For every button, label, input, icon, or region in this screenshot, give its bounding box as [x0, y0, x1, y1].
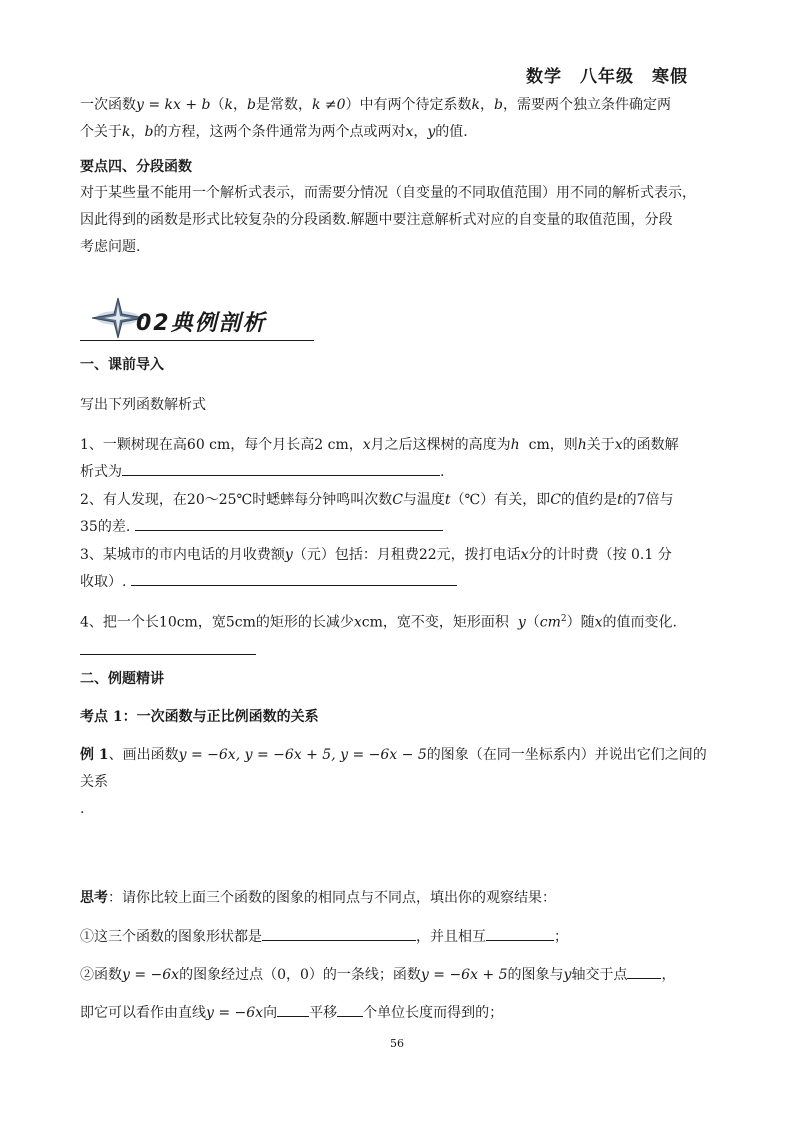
page-header: 数学 八年级 寒假 [526, 67, 688, 87]
answer-blank[interactable] [337, 1000, 363, 1017]
think-item-2 [80, 962, 716, 989]
intro-paragraph [80, 92, 716, 146]
var-h: h [577, 437, 587, 453]
text: cm，宽不变，矩形面积 [361, 614, 509, 631]
answer-blank[interactable] [627, 962, 661, 979]
text: 向 [263, 1005, 278, 1021]
example-label: 例 1 [80, 747, 109, 763]
think-item-3 [80, 1000, 716, 1027]
point4-line-1: 对于某些量不能用一个解析式表示，而需要分情况（自变量的不同取值范围）用不同的解析式表示， [80, 185, 696, 201]
section-title-point4: 要点四、分段函数 [80, 159, 192, 175]
text: ， [413, 124, 428, 140]
intro-line-2 [80, 119, 716, 146]
text: ， [233, 97, 247, 113]
text: 平移 [309, 1005, 338, 1021]
text: ：请你比较上面三个函数的图象的相同点与不同点，填出你的观察结果： [108, 890, 556, 906]
question-1-line-1 [80, 432, 716, 459]
text: 关于 [586, 437, 615, 453]
var-b: b [494, 97, 503, 113]
text: 析式为 [80, 464, 122, 480]
point4-line-3: 考虑问题. [80, 239, 141, 255]
text: 4、把一个长10cm，宽5cm的矩形的长减少 [80, 614, 354, 631]
text: 分的计时费（按 0.1 分 [528, 547, 672, 563]
text: 、画出函数 [108, 747, 179, 763]
point4-line-2: 因此得到的函数是形式比较复杂的分段函数.解题中要注意解析式对应的自变量的取值范围，分段 [80, 212, 673, 228]
var-y: y [517, 614, 526, 631]
question-2-line-1 [80, 487, 716, 514]
question-1 [80, 432, 716, 486]
formula: k ≠0 [311, 97, 346, 113]
text: 一次函数 [80, 97, 136, 113]
var-t: t [444, 492, 451, 508]
text: . [440, 464, 445, 480]
var-t: t [616, 492, 623, 508]
text: 的值. [435, 124, 468, 140]
answer-blank[interactable] [135, 514, 443, 531]
var-y: y [427, 124, 436, 140]
think-intro [80, 885, 716, 912]
text: ）中有两个待定系数 [345, 97, 472, 113]
circled-number: ② [80, 967, 94, 983]
text: 轴交于点 [571, 967, 628, 983]
text: 月之后这棵树的高度为 [370, 437, 511, 453]
var-c: C [392, 492, 403, 508]
question-3-line-2 [80, 569, 716, 596]
text: 个单位长度而得到的； [363, 1005, 504, 1021]
example-1-line-1 [80, 742, 716, 796]
var-k: k [224, 97, 233, 113]
text: 收取）. [80, 574, 127, 590]
point4-paragraph [80, 180, 716, 261]
text: 的值约是 [560, 492, 617, 508]
section-heading-2: 二、例题精讲 [80, 671, 164, 687]
text: ，并且相互 [416, 929, 486, 945]
text: 1、一颗树现在高60 cm，每个月长高2 cm， [80, 437, 363, 453]
var-h: h [510, 437, 520, 453]
var-y: y [284, 547, 293, 563]
text: 的图象经过点（0，0）的一条线；函数 [179, 967, 421, 983]
question-4-answer-line [80, 638, 716, 665]
answer-blank[interactable] [262, 924, 416, 941]
intro-line-1 [80, 92, 716, 119]
text: ； [554, 929, 568, 945]
answer-blank[interactable] [80, 638, 256, 655]
section-heading-1: 一、课前导入 [80, 357, 164, 373]
section1-prompt: 写出下列函数解析式 [80, 397, 206, 413]
page-number: 56 [390, 1037, 404, 1050]
text: 是常数， [255, 97, 312, 113]
var-x: x [362, 437, 371, 453]
var-x: x [520, 547, 529, 563]
text: 即它可以看作由直线 [80, 1005, 206, 1021]
var-x: x [614, 437, 623, 453]
banner-underline [80, 340, 314, 341]
text: 与温度 [402, 492, 445, 508]
formula: y = −6x [206, 1005, 264, 1021]
kaodian-1-title: 考点 1：一次函数与正比例函数的关系 [80, 709, 319, 725]
answer-blank[interactable] [486, 924, 554, 941]
text: ，需要两个独立条件确定两 [503, 97, 671, 113]
var-x: x [405, 124, 414, 140]
var-y: y [563, 967, 572, 983]
formula: y = −6x + 5 [420, 967, 508, 983]
var-x: x [353, 614, 362, 631]
question-2-line-2 [80, 514, 716, 541]
formula: y = kx + b [136, 97, 211, 113]
think-item-1 [80, 924, 716, 951]
text: 35的差. [80, 519, 131, 535]
text: （ [210, 97, 225, 113]
answer-blank[interactable] [122, 459, 440, 476]
text: ）随 [566, 614, 595, 631]
formula: y = −6x, y = −6x + 5, y = −6x − 5 [178, 747, 427, 763]
text: 的函数解 [622, 437, 679, 453]
text: ， [661, 967, 676, 983]
text: （元）包括：月租费22元，拨打电话 [292, 547, 521, 563]
text: cm，则 [528, 437, 578, 453]
example-1 [80, 742, 716, 823]
var-c: C [550, 492, 561, 508]
circled-number: ① [80, 929, 94, 945]
question-3 [80, 542, 716, 596]
question-3-line-1 [80, 542, 716, 569]
answer-blank[interactable] [131, 569, 457, 586]
text: 的图象（在同一坐标系内）并说出它们之间的关系 [80, 747, 707, 790]
var-x: x [594, 614, 603, 631]
question-4 [80, 606, 716, 637]
section-banner-title: 02典例剖析 [136, 311, 267, 336]
text: 的图象与 [507, 967, 564, 983]
think-label: 思考 [80, 890, 108, 906]
text: 的值而变化. [602, 614, 677, 631]
var-k: k [471, 97, 481, 113]
var-b: b [247, 97, 256, 113]
question-1-line-2 [80, 459, 716, 486]
text: 3、某城市的市内电话的月收费额 [80, 547, 285, 563]
unit-cm: cm [539, 614, 561, 631]
text: （ [525, 614, 540, 631]
example-1-line-2: . [80, 801, 85, 817]
text: 的7倍与 [622, 492, 674, 508]
unit-superscript: 2 [560, 614, 567, 624]
answer-blank[interactable] [277, 1000, 309, 1017]
var-k: k [122, 124, 131, 140]
text: 的方程，这两个条件通常为两个点或两对 [153, 124, 406, 140]
text: ， [480, 97, 495, 113]
text: ， [130, 124, 145, 140]
text: 2、有人发现，在20～25℃时蟋蟀每分钟鸣叫次数 [80, 492, 393, 508]
text: 函数 [94, 967, 122, 983]
text: （℃）有关，即 [450, 492, 551, 508]
var-b: b [144, 124, 154, 140]
section-banner [80, 300, 316, 342]
text: 这三个函数的图象形状都是 [94, 929, 262, 945]
text: 个关于 [80, 124, 122, 140]
question-2 [80, 487, 716, 541]
formula: y = −6x [122, 967, 180, 983]
